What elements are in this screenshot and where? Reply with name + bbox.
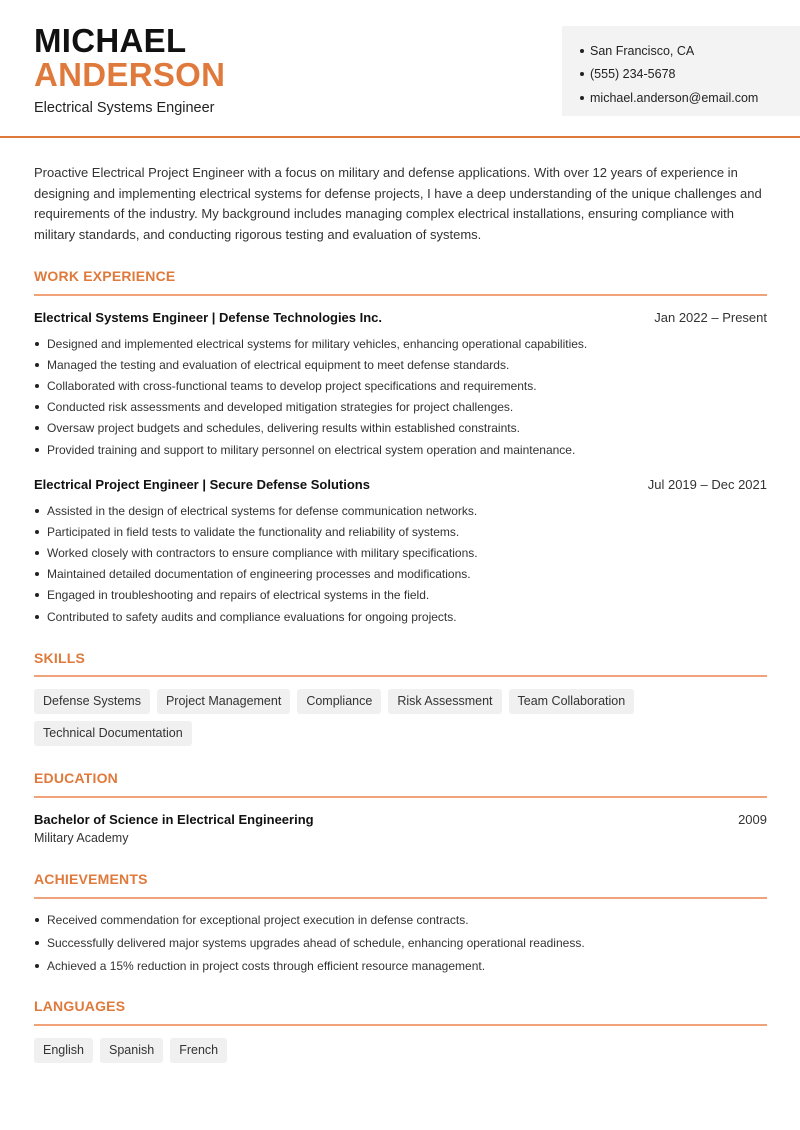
skill-chip: Compliance (297, 689, 381, 714)
bullet-icon (35, 448, 39, 452)
section-divider (34, 294, 767, 296)
bullet-icon (35, 405, 39, 409)
list-item (34, 909, 767, 932)
list-item (34, 564, 767, 585)
bullet-icon (35, 918, 39, 922)
bullet-text: Worked closely with contractors to ensure compliance with military specifications. (47, 545, 478, 560)
language-chip: English (34, 1038, 93, 1063)
skill-chip: Team Collaboration (509, 689, 635, 714)
list-item (34, 542, 767, 563)
contact-email-text: michael.anderson@email.com (590, 90, 759, 105)
list-item (34, 439, 767, 460)
job-role: Electrical Project Engineer | Secure Defense Solutions (34, 477, 370, 492)
list-item (34, 932, 767, 955)
skill-chip: Risk Assessment (388, 689, 501, 714)
contact-phone (580, 63, 800, 87)
job-bullets (34, 500, 767, 627)
list-item (34, 521, 767, 542)
first-name: MICHAEL (34, 22, 187, 59)
job-header (34, 310, 767, 325)
section-title-work: WORK EXPERIENCE (34, 268, 176, 284)
bullet-text: Contributed to safety audits and compliance evaluations for ongoing projects. (47, 609, 457, 624)
resume-header (0, 0, 800, 138)
bullet-icon (35, 363, 39, 367)
bullet-icon (35, 572, 39, 576)
language-chip: French (170, 1038, 227, 1063)
job-title: Electrical Systems Engineer (34, 100, 215, 116)
achievements-list (34, 909, 767, 977)
section-divider (34, 796, 767, 798)
skill-chip: Technical Documentation (34, 721, 192, 746)
bullet-icon (580, 96, 584, 100)
bullet-text: Designed and implemented electrical systems for military vehicles, enhancing operational capabilities. (47, 336, 588, 351)
languages-list (34, 1038, 767, 1070)
bullet-icon (35, 384, 39, 388)
bullet-icon (35, 941, 39, 945)
bullet-icon (35, 342, 39, 346)
skill-chip: Project Management (157, 689, 290, 714)
bullet-icon (35, 615, 39, 619)
list-item (34, 397, 767, 418)
bullet-icon (35, 593, 39, 597)
education-school: Military Academy (34, 831, 129, 845)
bullet-text: Oversaw project budgets and schedules, delivering results within established constraints. (47, 421, 520, 436)
skills-list (34, 689, 767, 753)
skill-chip: Defense Systems (34, 689, 150, 714)
bullet-text: Managed the testing and evaluation of electrical equipment to meet defense standards. (47, 357, 510, 372)
job-date: Jul 2019 – Dec 2021 (647, 477, 767, 492)
section-divider (34, 897, 767, 899)
contact-email (580, 86, 800, 110)
contact-location-text: San Francisco, CA (590, 43, 695, 58)
section-divider (34, 675, 767, 677)
section-title-skills: SKILLS (34, 650, 85, 666)
bullet-text: Achieved a 15% reduction in project costs through efficient resource management. (47, 958, 486, 973)
list-item (34, 375, 767, 396)
bullet-icon (35, 551, 39, 555)
education-year: 2009 (738, 812, 767, 827)
list-item (34, 354, 767, 375)
list-item (34, 333, 767, 354)
section-title-education: EDUCATION (34, 770, 118, 786)
education-header (34, 812, 767, 827)
list-item (34, 955, 767, 978)
job-role: Electrical Systems Engineer | Defense Technologies Inc. (34, 310, 383, 325)
contact-location (580, 39, 800, 63)
last-name: ANDERSON (34, 56, 226, 93)
education-degree: Bachelor of Science in Electrical Engineering (34, 812, 314, 827)
bullet-text: Assisted in the design of electrical systems for defense communication networks. (47, 503, 478, 518)
list-item (34, 500, 767, 521)
section-title-languages: LANGUAGES (34, 998, 126, 1014)
language-chip: Spanish (100, 1038, 163, 1063)
section-divider (34, 1024, 767, 1026)
summary: Proactive Electrical Project Engineer with a focus on military and defense applications. With over 12 years of experience in designing and implementing electrical systems for defense projects, I have a deep understanding of the unique challenges and requirements of the industry. My background includes managing complex electrical installations, ensuring compliance with military standards, and conducting rigorous testing and evaluation of systems. (34, 165, 762, 243)
bullet-text: Collaborated with cross-functional teams to develop project specifications and requirements. (47, 378, 537, 393)
contact-phone-text: (555) 234-5678 (590, 67, 676, 82)
job-bullets (34, 333, 767, 460)
bullet-text: Provided training and support to military personnel on electrical system operation and maintenance. (47, 442, 576, 457)
list-item (34, 585, 767, 606)
bullet-text: Successfully delivered major systems upgrades ahead of schedule, enhancing operational readiness. (47, 936, 585, 951)
bullet-text: Engaged in troubleshooting and repairs of electrical systems in the field. (47, 588, 430, 603)
bullet-icon (580, 49, 584, 53)
bullet-text: Conducted risk assessments and developed mitigation strategies for project challenges. (47, 400, 514, 415)
bullet-icon (35, 509, 39, 513)
bullet-text: Participated in field tests to validate the functionality and reliability of systems. (47, 524, 460, 539)
bullet-icon (580, 72, 584, 76)
job-header (34, 477, 767, 492)
list-item (34, 418, 767, 439)
section-title-achievements: ACHIEVEMENTS (34, 871, 148, 887)
bullet-icon (35, 964, 39, 968)
job-date: Jan 2022 – Present (654, 310, 767, 325)
bullet-icon (35, 530, 39, 534)
contact-box (562, 26, 800, 116)
bullet-text: Received commendation for exceptional project execution in defense contracts. (47, 913, 469, 928)
bullet-icon (35, 426, 39, 430)
bullet-text: Maintained detailed documentation of engineering processes and modifications. (47, 567, 471, 582)
list-item (34, 606, 767, 627)
